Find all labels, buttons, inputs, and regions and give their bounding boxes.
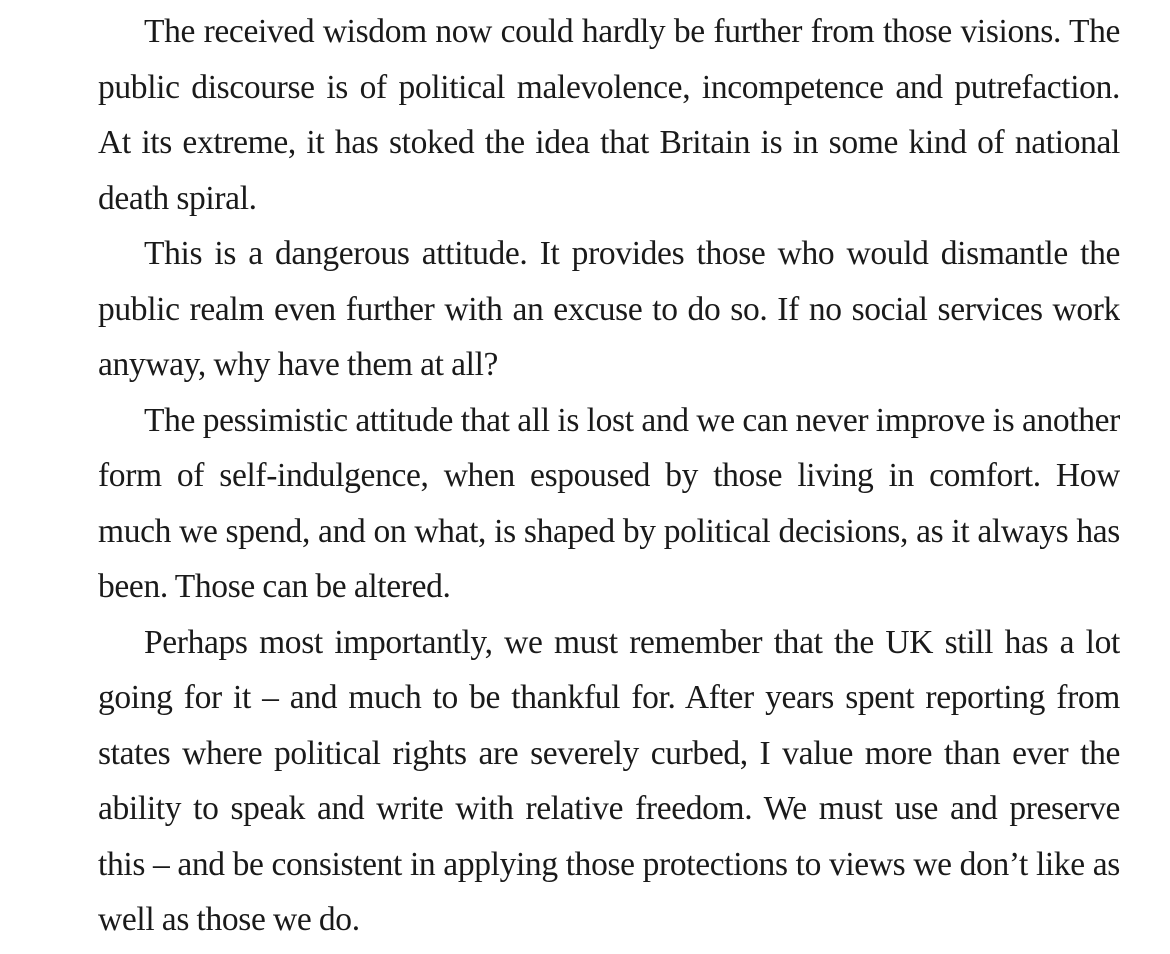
paragraph-pessimistic-attitude: The pessimistic attitude that all is lost and we can never improve is another form of self-indulgence, when espoused by those living in comfort. How much we spend, and on what, is shaped by political decisions, as it always has been. Those can be altered. [98,401,1120,605]
paragraph-received-wisdom: The received wisdom now could hardly be further from those visions. The public discourse is of political malevolence, incompetence and putrefaction. At its extreme, it has stoked the idea that Britain is in some kind of national death spiral. [98,13,1120,217]
article-body [98,0,1120,948]
paragraph-uk-going-for-it: Perhaps most importantly, we must remember that the UK still has a lot going for it – and much to be thankful for. After years spent reporting from states where political rights are severely curbed, I value more than ever the ability to speak and write with relative freedom. We must use and preserve this – and be consistent in applying those protections to views we don’t like as well as those we do. [98,623,1120,938]
document-page [98,0,1120,954]
paragraph-dangerous-attitude: This is a dangerous attitude. It provides those who would dismantle the public realm even further with an excuse to do so. If no social services work anyway, why have them at all? [98,235,1120,383]
